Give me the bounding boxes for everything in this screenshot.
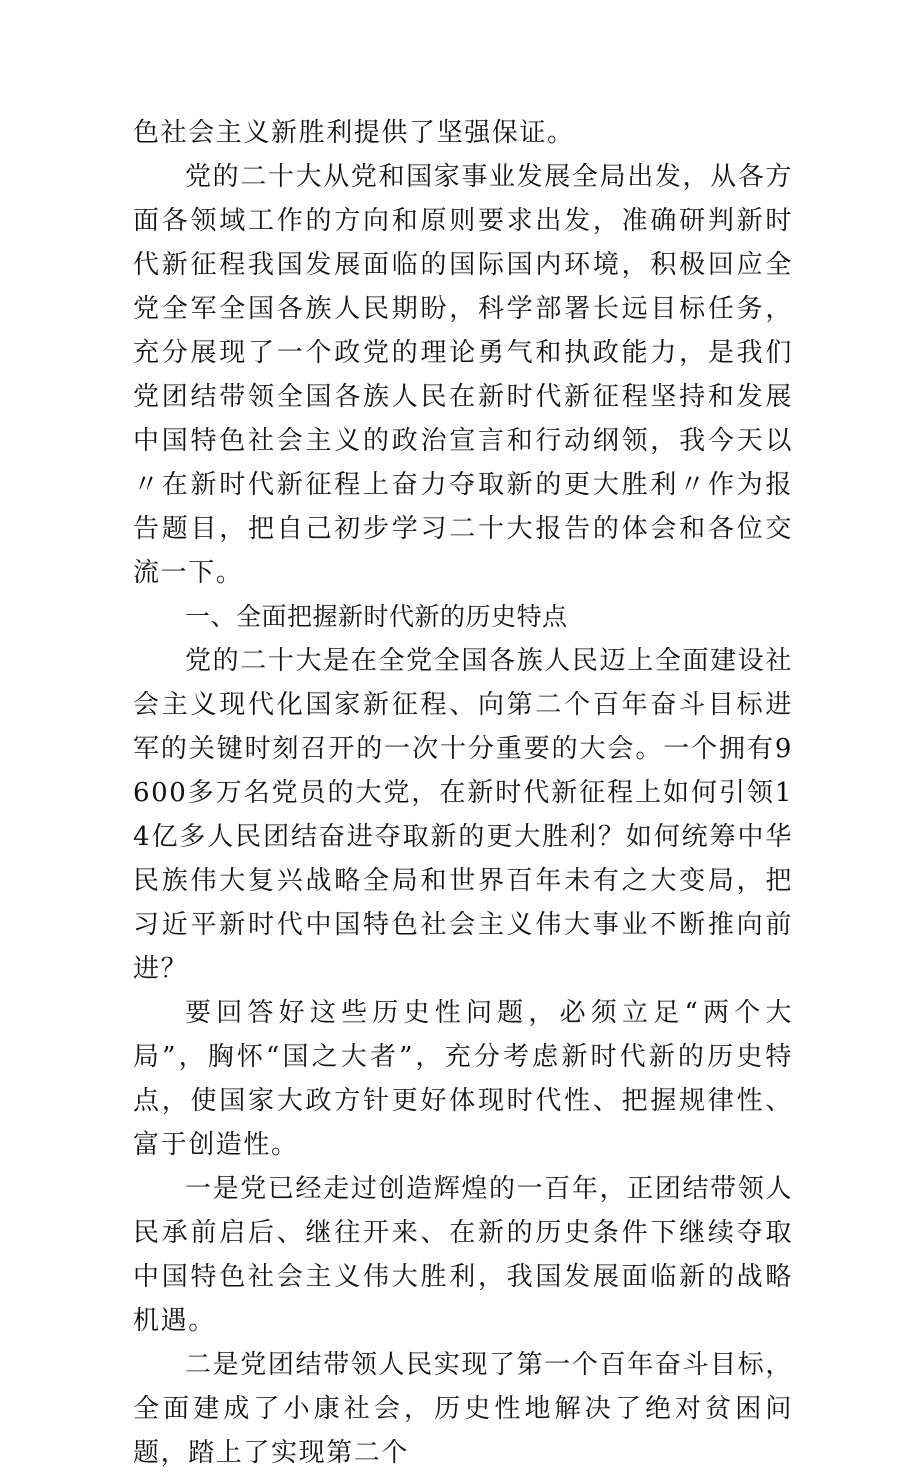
paragraph-introduction: 党的二十大从党和国家事业发展全局出发，从各方面各领域工作的方向和原则要求出发，准确研判新时代新征程我国发展面临的国际国内环境，积极回应全党全军全国各族人民期盼，科学部署长远目标任务，充分展现了一个政党的理论勇气和执政能力，是我们党团结带领全国各族人民在新时代新征程坚持和发展中国特色社会主义的政治宣言和行动纲领，我今天以〃在新时代新征程上奋力夺取新的更大胜利〃作为报告题目，把自己初步学习二十大报告的体会和各位交流一下。 — [133, 162, 793, 588]
paragraph-point-one: 一是党已经走过创造辉煌的一百年，正团结带领人民承前启后、继往开来、在新的历史条件下继续夺取中国特色社会主义伟大胜利，我国发展面临新的战略机遇。 — [133, 1174, 793, 1336]
document-body — [133, 111, 793, 1475]
paragraph-congress-significance: 党的二十大是在全党全国各族人民迈上全面建设社会主义现代化国家新征程、向第二个百年奋斗目标进军的关键时刻召开的一次十分重要的大会。一个拥有9600多万名党员的大党，在新时代新征程上如何引领14亿多人民团结奋进夺取新的更大胜利？如何统筹中华民族伟大复兴战略全局和世界百年未有之大变局，把习近平新时代中国特色社会主义伟大事业不断推向前进？ — [133, 646, 793, 984]
paragraph-point-two: 二是党团结带领人民实现了第一个百年奋斗目标，全面建成了小康社会，历史性地解决了绝对贫困问题，踏上了实现第二个 — [133, 1350, 793, 1468]
paragraph-two-overall-situations: 要回答好这些历史性问题，必须立足“两个大局”，胸怀“国之大者”，充分考虑新时代新的历史特点，使国家大政方针更好体现时代性、把握规律性、富于创造性。 — [133, 998, 793, 1160]
section-heading: 一、全面把握新时代新的历史特点 — [185, 602, 568, 631]
paragraph-continuation: 色社会主义新胜利提供了坚强保证。 — [133, 118, 575, 148]
